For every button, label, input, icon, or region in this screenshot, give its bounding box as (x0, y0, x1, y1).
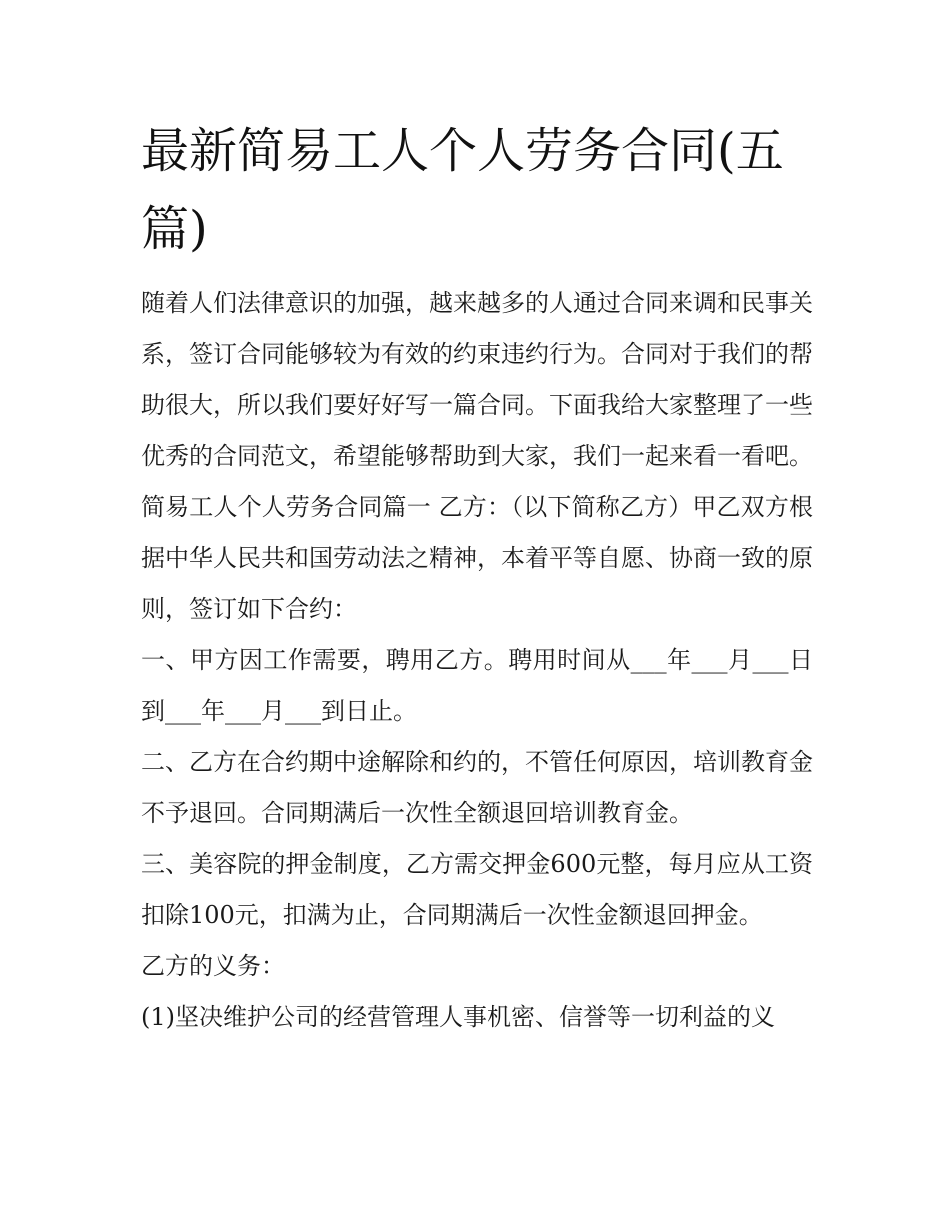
document-title: 最新简易工人个人劳务合同(五篇) (141, 123, 784, 257)
clause-one-paragraph: 一、甲方因工作需要，聘用乙方。聘用时间从___年___月___日到___年___月___到日止。 (141, 646, 813, 725)
document-body (141, 278, 813, 1043)
party-b-obligations-heading: 乙方的义务： (141, 952, 285, 980)
clause-three-paragraph: 三、美容院的押金制度，乙方需交押金600元整，每月应从工资扣除100元，扣满为止，合同期满后一次性金额退回押金。 (141, 850, 813, 929)
intro-paragraph: 随着人们法律意识的加强，越来越多的人通过合同来调和民事关系，签订合同能够较为有效的约束违约行为。合同对于我们的帮助很大，所以我们要好好写一篇合同。下面我给大家整理了一些优秀的合同范文，希望能够帮助到大家，我们一起来看一看吧。 (141, 289, 813, 470)
obligation-item-one: (1)坚决维护公司的经营管理人事机密、信誉等一切利益的义 (141, 1003, 775, 1031)
contract-preamble-paragraph: 简易工人个人劳务合同篇一 乙方：（以下简称乙方）甲乙双方根据中华人民共和国劳动法之精神，本着平等自愿、协商一致的原则，签订如下合约： (141, 493, 813, 623)
clause-two-paragraph: 二、乙方在合约期中途解除和约的，不管任何原因，培训教育金不予退回。合同期满后一次性全额退回培训教育金。 (141, 748, 813, 827)
